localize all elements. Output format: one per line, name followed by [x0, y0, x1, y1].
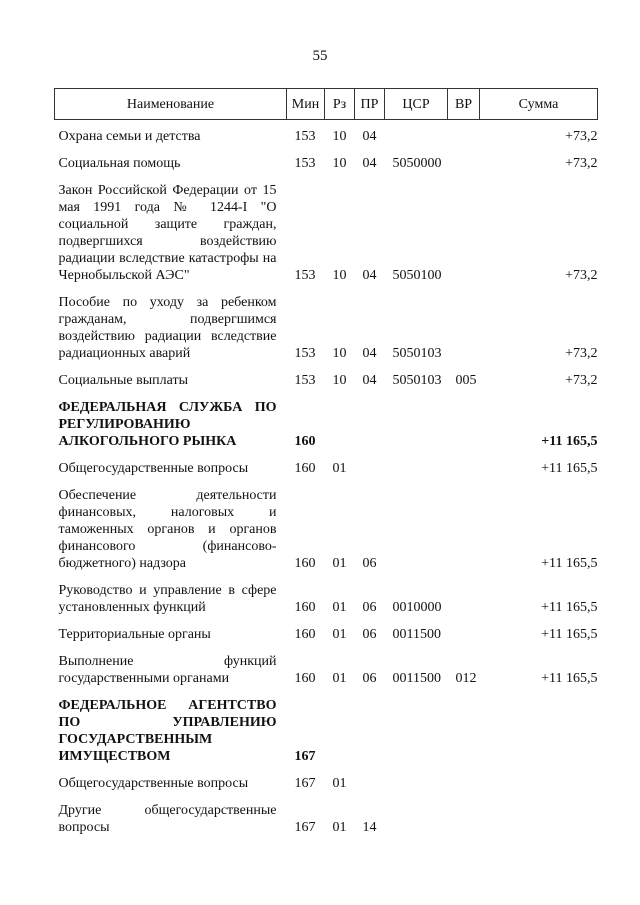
table-row: [55, 172, 598, 284]
row-min: 153: [294, 268, 316, 283]
row-pr: [355, 765, 385, 792]
row-name: ФЕДЕРАЛЬНАЯ СЛУЖБА ПО РЕГУЛИРОВАНИЮ АЛКОГОЛЬНОГО РЫНКА: [58, 400, 277, 449]
row-min: 153: [294, 129, 316, 144]
row-name: Охрана семьи и детства: [58, 129, 201, 144]
header-rz: Рз: [325, 89, 355, 120]
row-sum: +73,2: [565, 373, 598, 388]
row-pr: 06: [362, 556, 377, 571]
row-pr: 06: [362, 600, 377, 615]
row-min: 153: [294, 346, 316, 361]
table-row: [55, 572, 598, 616]
row-vr: 012: [455, 671, 477, 686]
row-csr: [385, 389, 448, 450]
row-min: 160: [294, 627, 316, 642]
row-min: 160: [294, 461, 316, 476]
row-sum: +11 165,5: [541, 627, 598, 642]
row-rz: 10: [332, 268, 347, 283]
row-pr: [355, 389, 385, 450]
row-name: Обеспечение деятельности финансовых, налоговых и таможенных органов и органов финансового (финансово-бюджетного) надзора: [58, 488, 277, 571]
row-vr: [448, 687, 480, 765]
table-row: [55, 284, 598, 362]
row-csr: [385, 792, 448, 836]
row-sum: [480, 687, 598, 765]
row-name: ФЕДЕРАЛЬНОЕ АГЕНТСТВО ПО УПРАВЛЕНИЮ ГОСУДАРСТВЕННЫМ ИМУЩЕСТВОМ: [58, 698, 277, 764]
header-vr: ВР: [448, 89, 480, 120]
table-row-section: [55, 389, 598, 450]
header-name: Наименование: [55, 89, 287, 120]
table-row: [55, 643, 598, 687]
row-min: 167: [294, 776, 316, 791]
row-csr: 0011500: [392, 671, 441, 686]
table-row: [55, 765, 598, 792]
row-rz: 01: [332, 461, 347, 476]
row-sum: +73,2: [565, 346, 598, 361]
row-name: Территориальные органы: [58, 627, 211, 642]
row-rz: [325, 687, 355, 765]
row-min: 160: [294, 671, 316, 686]
row-min: 160: [294, 600, 316, 615]
row-pr: 06: [362, 627, 377, 642]
table-row: [55, 477, 598, 572]
row-name: Общегосударственные вопросы: [58, 776, 249, 791]
row-sum: +73,2: [565, 268, 598, 283]
row-name: Общегосударственные вопросы: [58, 461, 249, 476]
row-rz: 01: [332, 776, 347, 791]
header-min: Мин: [287, 89, 325, 120]
row-sum: +73,2: [565, 129, 598, 144]
row-name: Социальные выплаты: [58, 373, 189, 388]
row-min: 160: [294, 434, 316, 449]
row-rz: 10: [332, 156, 347, 171]
row-name: Социальная помощь: [58, 156, 181, 171]
row-name: Другие общегосударственные вопросы: [58, 803, 277, 835]
row-vr: 005: [455, 373, 477, 388]
row-csr: 5050103: [392, 373, 442, 388]
row-csr: 0011500: [392, 627, 441, 642]
row-csr: 0010000: [392, 600, 442, 615]
row-pr: 04: [362, 129, 377, 144]
row-name: Выполнение функций государственными органами: [58, 654, 277, 686]
row-rz: 10: [332, 129, 347, 144]
row-pr: 14: [362, 820, 377, 835]
row-pr: 04: [362, 346, 377, 361]
row-vr: [448, 172, 480, 284]
row-vr: [448, 145, 480, 172]
header-csr: ЦСР: [385, 89, 448, 120]
row-name: Закон Российской Федерации от 15 мая 1991 года № 1244-I "О социальной защите граждан, подвергшихся воздействию радиации вследствие катастрофы на Чернобыльской АЭС": [58, 183, 277, 283]
row-vr: [448, 120, 480, 146]
row-sum: +11 165,5: [541, 461, 598, 476]
row-min: 160: [294, 556, 316, 571]
row-csr: 5050103: [392, 346, 442, 361]
row-rz: 01: [332, 820, 347, 835]
table-row: [55, 362, 598, 389]
row-csr: [385, 450, 448, 477]
budget-table: [54, 88, 598, 836]
table-row: [55, 450, 598, 477]
table-header: [55, 89, 598, 120]
header-sum: Сумма: [480, 89, 598, 120]
row-csr: 5050100: [392, 268, 442, 283]
row-sum: +11 165,5: [541, 556, 598, 571]
row-rz: 01: [332, 600, 347, 615]
row-vr: [448, 792, 480, 836]
row-rz: 10: [332, 373, 347, 388]
row-vr: [448, 572, 480, 616]
row-min: 167: [294, 749, 316, 764]
row-sum: +11 165,5: [541, 671, 598, 686]
row-pr: 06: [362, 671, 377, 686]
row-vr: [448, 450, 480, 477]
row-sum: +73,2: [565, 156, 598, 171]
row-pr: 04: [362, 373, 377, 388]
row-rz: 01: [332, 627, 347, 642]
row-csr: [385, 687, 448, 765]
table-row: [55, 616, 598, 643]
table-row-section: [55, 687, 598, 765]
row-vr: [448, 284, 480, 362]
row-csr: 5050000: [392, 156, 442, 171]
header-pr: ПР: [355, 89, 385, 120]
row-rz: [325, 389, 355, 450]
row-name: Пособие по уходу за ребенком гражданам, подвергшимся воздействию радиации вследствие радиационных аварий: [58, 295, 277, 361]
row-rz: 01: [332, 556, 347, 571]
row-pr: [355, 687, 385, 765]
table-row: [55, 792, 598, 836]
row-pr: 04: [362, 156, 377, 171]
row-sum: [480, 765, 598, 792]
row-min: 167: [294, 820, 316, 835]
row-sum: [480, 792, 598, 836]
row-rz: 01: [332, 671, 347, 686]
row-vr: [448, 616, 480, 643]
row-vr: [448, 477, 480, 572]
row-csr: [385, 765, 448, 792]
row-pr: [355, 450, 385, 477]
row-min: 153: [294, 156, 316, 171]
page-number: 55: [312, 48, 328, 64]
row-vr: [448, 765, 480, 792]
row-sum: +11 165,5: [541, 600, 598, 615]
table-body: [55, 120, 598, 837]
row-csr: [385, 120, 448, 146]
row-sum: +11 165,5: [541, 434, 598, 449]
row-rz: 10: [332, 346, 347, 361]
row-min: 153: [294, 373, 316, 388]
row-name: Руководство и управление в сфере установленных функций: [58, 583, 277, 615]
row-pr: 04: [362, 268, 377, 283]
row-vr: [448, 389, 480, 450]
table-row: [55, 145, 598, 172]
row-csr: [385, 477, 448, 572]
table-row: [55, 120, 598, 146]
